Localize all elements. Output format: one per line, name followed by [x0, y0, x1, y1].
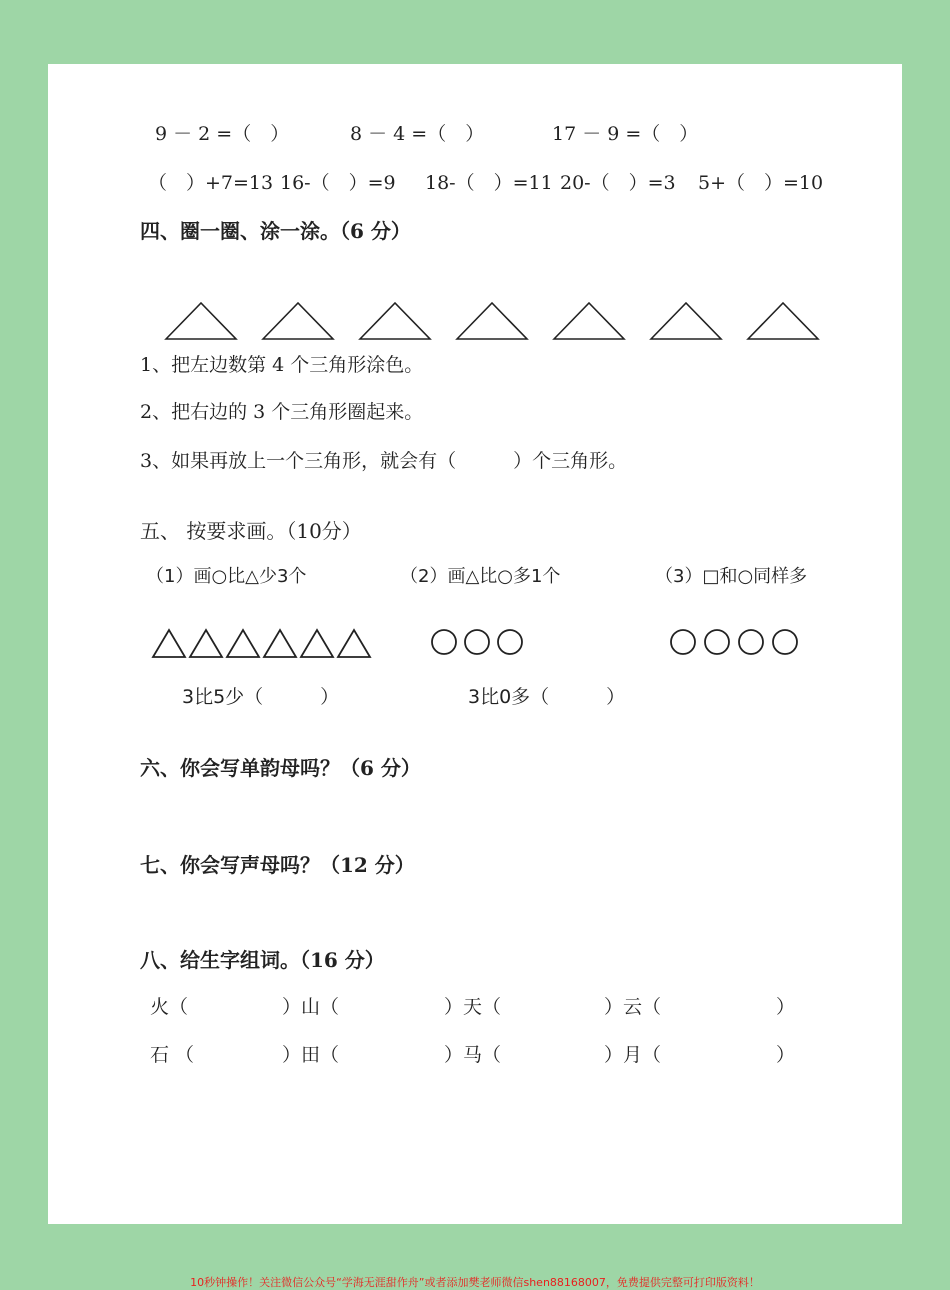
circle — [773, 630, 797, 654]
section6-title: 六、你会写单韵母吗？（6 分） — [140, 756, 421, 780]
section4-q3: 3、如果再放上一个三角形，就会有（ ）个三角形。 — [140, 450, 628, 472]
calc-item: 20-（ ）=3 — [560, 172, 676, 194]
footer-note: 10秒钟操作！关注微信公众号“学海无涯甜作舟”或者添加樊老师微信shen88168007，免费提供完整可打印版资料！ — [190, 1276, 760, 1289]
word-cell: ）马（ — [444, 1044, 502, 1066]
circle — [498, 630, 522, 654]
section4-title: 四、圈一圈、涂一涂。（6 分） — [140, 219, 411, 243]
section4-q1: 1、把左边数第 4 个三角形涂色。 — [140, 354, 424, 376]
word-cell: ）云（ — [604, 996, 662, 1018]
word-cell: ）月（ — [604, 1044, 662, 1066]
section5-sub3: （3）□和○同样多 — [655, 566, 808, 587]
word-cell: 石 （ — [150, 1044, 195, 1066]
word-cell: 火（ — [150, 996, 189, 1018]
triangle — [338, 630, 370, 657]
triangle — [190, 630, 222, 657]
triangle — [153, 630, 185, 657]
word-cell: ）田（ — [282, 1044, 340, 1066]
calc-item: 18-（ ）=11 — [425, 172, 553, 194]
word-cell: ） — [776, 1044, 796, 1066]
circle — [705, 630, 729, 654]
section8-title: 八、给生字组词。（16 分） — [140, 948, 385, 972]
section5-sub2: （2）画△比○多1个 — [400, 566, 561, 587]
calc-item: 17 － 9 =（ ） — [552, 123, 699, 145]
section5-title: 五、 按要求画。（10分） — [140, 519, 362, 543]
section5-sub1: （1）画○比△少3个 — [146, 566, 307, 587]
section5-answer1: 3比5少（ ） — [182, 686, 340, 708]
triangle — [227, 630, 259, 657]
triangle — [264, 630, 296, 657]
word-cell: ）山（ — [282, 996, 340, 1018]
calc-item: 9 － 2 =（ ） — [155, 123, 290, 145]
calc-item: （ ）+7=13 — [148, 172, 274, 194]
section7-title: 七、你会写声母吗？（12 分） — [140, 853, 415, 877]
calc-item: 16-（ ）=9 — [280, 172, 396, 194]
triangle — [301, 630, 333, 657]
circle — [465, 630, 489, 654]
calc-item: 8 － 4 =（ ） — [350, 123, 485, 145]
word-cell: ） — [776, 996, 796, 1018]
section4-q2: 2、把右边的 3 个三角形圈起来。 — [140, 401, 424, 423]
circle — [739, 630, 763, 654]
circle — [671, 630, 695, 654]
section5-answer2: 3比0多（ ） — [468, 686, 626, 708]
word-cell: ）天（ — [444, 996, 502, 1018]
calc-item: 5+（ ）=10 — [698, 172, 824, 194]
circle — [432, 630, 456, 654]
